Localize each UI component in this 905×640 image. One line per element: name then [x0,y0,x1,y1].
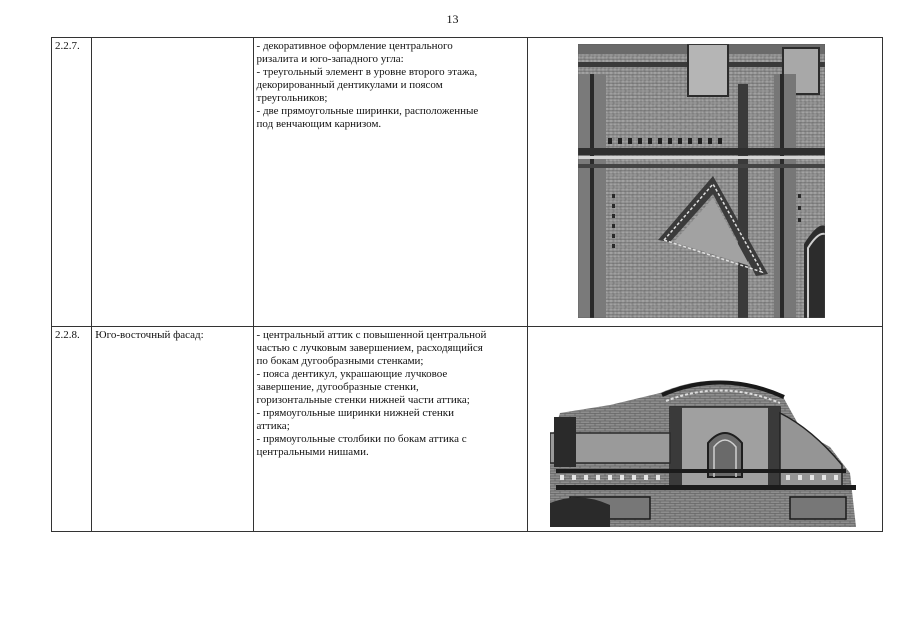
description-line: центральными нишами. [256,446,369,458]
description-line: - треугольный элемент в уровне второго этажа, [256,66,478,78]
description-line: по бокам дугообразными стенками; [256,355,424,367]
element-description [253,327,528,532]
attic-photo [550,373,856,527]
element-name [92,38,253,327]
row-number: 2.2.7. [52,38,92,327]
description-line: ризалита и юго-западного угла: [256,53,404,65]
monument-elements-table [51,37,883,532]
facade-corner-photo [578,44,825,318]
description-line: треугольников; [256,92,328,104]
description-line: частью с лучковым завершением, расходящийся [256,342,483,354]
element-description [253,38,528,327]
description-line: - прямоугольные ширинки нижней стенки [256,407,455,419]
description-line: аттика; [256,420,290,432]
description-line: - прямоугольные столбики по бокам аттика с [256,433,467,445]
description-line: - две прямоугольные ширинки, расположенные [256,105,479,117]
description-line: горизонтальные стенки нижней части аттика; [256,394,470,406]
description-line: завершение, дугообразные стенки, [256,381,419,393]
table-row [52,38,883,327]
element-name: Юго-восточный фасад: [92,327,253,532]
photo-cell [528,38,883,327]
photo-cell [528,327,883,532]
description-line: декорированный дентикулами и поясом [256,79,443,91]
row-number: 2.2.8. [52,327,92,532]
description-line: под венчающим карнизом. [256,118,382,130]
table-row [52,327,883,532]
page-number: 13 [446,12,459,26]
description-line: - декоративное оформление центрального [256,40,453,52]
description-line: - пояса дентикул, украшающие лучковое [256,368,448,380]
description-line: - центральный аттик с повышенной центральной [256,329,487,341]
